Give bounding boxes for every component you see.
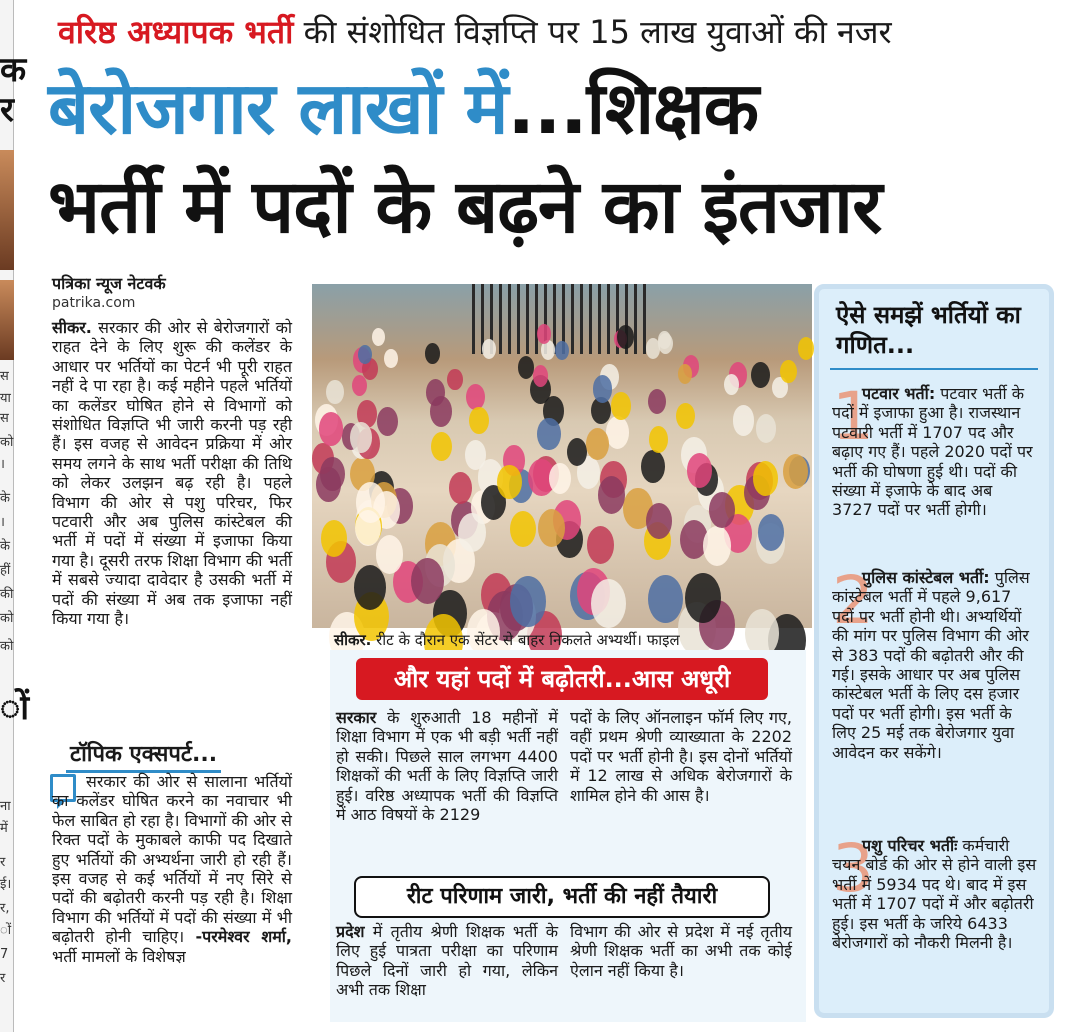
section1-lead: सरकार <box>336 708 377 727</box>
crowd-figure <box>703 526 731 566</box>
adjacent-column-glyph: ना <box>0 799 11 814</box>
section2-column-a <box>336 922 558 1000</box>
sidebar-item-1-lead: पटवार भर्ती: <box>862 384 936 403</box>
crowd-figure <box>447 369 462 391</box>
crowd-figure <box>678 364 692 384</box>
crowd-figure <box>350 422 372 452</box>
byline-site: patrika.com <box>52 295 136 311</box>
crowd-figure <box>510 511 536 547</box>
crowd-figure <box>425 343 440 364</box>
adjacent-column-glyph: की <box>0 587 14 602</box>
section1-banner: और यहां पदों में बढ़ोतरी...आस अधूरी <box>356 658 768 700</box>
sidebar-item-2-lead: पुलिस कांस्टेबल भर्ती: <box>862 568 990 587</box>
sidebar-number-2: 2 <box>832 562 874 639</box>
adjacent-column-glyph: में <box>0 821 8 836</box>
topic-expert-body <box>52 772 292 966</box>
crowd-figure <box>537 324 551 344</box>
crowd-figure <box>411 558 444 604</box>
adjacent-column-glyph: स <box>0 369 9 384</box>
crowd-figure <box>648 575 683 624</box>
crowd-figure <box>709 492 735 528</box>
sidebar-item-3-lead: पशु परिचर भर्तीः <box>862 836 958 855</box>
adjacent-column-glyph: र <box>0 971 6 986</box>
crowd-figure <box>649 426 668 453</box>
crowd-figure <box>320 457 345 491</box>
crowd-figure <box>724 374 739 395</box>
adjacent-column-glyph: के <box>0 539 10 554</box>
crowd-figure <box>482 339 496 359</box>
crowd-figure <box>376 535 403 573</box>
adjacent-column-glyph: र <box>0 90 14 130</box>
adjacent-photo-fragment <box>0 150 14 270</box>
crowd-figure <box>646 503 672 539</box>
crowd-figure <box>751 362 770 388</box>
adjacent-column-edge <box>0 0 30 1032</box>
crowd-figure <box>611 392 631 420</box>
adjacent-column-glyph: । <box>0 515 5 530</box>
dateline: सीकर. <box>52 318 92 337</box>
crowd-figure <box>430 396 452 427</box>
crowd-figure <box>377 407 398 436</box>
adjacent-column-glyph: हीं <box>0 563 11 578</box>
crowd-figure <box>372 328 385 346</box>
sidebar-item-1 <box>832 378 1038 520</box>
sidebar-number-1: 1 <box>832 378 874 455</box>
crowd-figure <box>798 337 815 360</box>
crowd-figure <box>326 380 343 404</box>
crowd-figure <box>469 407 489 434</box>
section1-text-a: के शुरुआती 18 महीनों में शिक्षा विभाग में एक भी बड़ी भर्ती नहीं हो सकी। पिछले साल लगभग 4400 शिक्षकों की भर्ती के लिए विज्ञप्ति जारी हुई। वरिष्ठ अध्यापक भर्ती की विज्ञप्ति में आठ विषयों के 2129 <box>336 708 558 825</box>
kicker-rest: की संशोधित विज्ञप्ति पर 15 लाख युवाओं की नजर <box>293 13 892 51</box>
article-column-1 <box>52 318 292 629</box>
sidebar-item-2-text: पुलिस कांस्टेबल भर्ती में पहले 9,617 पदों पर भर्ती होनी थी। अभ्यर्थियों की मांग पर पुलिस विभाग की ओर से 383 पदों की बढ़ोतरी और की गई। इसके आधार पर अब पुलिस कांस्टेबल भर्ती के लिए दस हजार पदों पर भर्ती होगी। इस भर्ती के लिए 25 मई तक बेरोजगार युवा आवेदन कर सकेंगे। <box>832 568 1030 762</box>
crowd-figure <box>354 565 386 610</box>
sidebar-item-2 <box>832 562 1038 762</box>
headline-line-2: भर्ती में पदों के बढ़ने का इंतजार <box>48 164 882 250</box>
section2-banner: रीट परिणाम जारी, भर्ती की नहीं तैयारी <box>354 876 770 918</box>
adjacent-column-glyph: र <box>0 855 6 870</box>
crowd-figure <box>593 375 613 403</box>
crowd-figure <box>586 428 609 460</box>
crowd-photo <box>312 284 812 628</box>
adjacent-column-glyph: ों <box>0 923 12 938</box>
article-body: सरकार की ओर से बेरोजगारों को राहत देने के लिए शुरू की कलेंडर के आधार पर भर्तियों का पेटर्न भी पूरी राहत नहीं दे पा रहा है। कई महीने पहले भर्तियों का कलेंडर घोषित होने से विभागों को संशोधित विज्ञप्ति भी जारी करनी पड़ रही हैं। इस वजह से आवेदन प्रक्रिया में ओर समय लगने के साथ भर्ती परीक्षा की तिथि को लेकर उलझन बढ़ रही है। पहले विभाग की ओर से पशु परिचर, फिर पटवारी और अब पुलिस कांस्टेबल की भर्ती में पदों में संख्या में इजाफा किया गया है। दूसरी तरफ शिक्षा विभाग की भर्ती में सबसे ज्यादा दावेदार है उसकी भर्ती में पदों की संख्या में अब तक इजाफा नहीं किया गया है। <box>52 318 292 629</box>
sidebar-divider <box>830 368 1038 370</box>
crowd-figure <box>676 403 695 429</box>
kicker-line <box>58 12 892 52</box>
crowd-figure <box>648 389 666 415</box>
headline-part1-tail: ...शिक्षक <box>507 66 759 150</box>
crowd-figure <box>685 573 721 623</box>
sidebar-title: ऐसे समझें भर्तियों का गणित... <box>836 301 1021 359</box>
adjacent-column-glyph: को <box>0 435 14 450</box>
caption-place: सीकर. <box>334 631 372 649</box>
section2-lead: प्रदेश <box>336 922 365 941</box>
section1-column-b: पदों के लिए ऑनलाइन फॉर्म लिए गए, वहीं प्रथम श्रेणी व्याख्याता के 2202 पदों पर भर्ती होनी है। इस दोनों भर्तियों में 12 लाख से अधिक बेरोजगारों के शामिल होने की आस है। <box>570 708 792 805</box>
crowd-figure <box>518 356 534 379</box>
sidebar-item-3-text: कर्मचारी चयन बोर्ड की ओर से होने वाली इस भर्ती में 5934 पद थे। बाद में इस भर्ती में 1707 पदों में और बढ़ोतरी हुई। इस भर्ती के जरिये 6433 बेरोजगारों को नौकरी मिलनी है। <box>832 836 1037 953</box>
kicker-highlight: वरिष्ठ अध्यापक भर्ती <box>58 13 294 51</box>
crowd-figure <box>658 333 673 354</box>
crowd-figure <box>537 418 560 450</box>
crowd-figure <box>617 325 634 349</box>
crowd-figure <box>591 579 626 628</box>
section1-column-a <box>336 708 558 824</box>
topic-text: सरकार की ओर से सालाना भर्तियों का कलेंडर घोषित करने का नवाचार भी फेल साबित हो रहा है। विभागों की ओर से रिक्त पदों के मुकाबले काफी पद दिखाते हुए भर्तियों की अभ्यर्थना जारी हो रही हैं। इस वजह से कई भर्तियों में नए सिरे से पदों की बढ़ोतरी करनी पड़ रही है। शिक्षा विभाग की भर्तियों में पदों की संख्या में भी बढ़ोतरी होनी चाहिए। <box>52 772 292 947</box>
crowd-figure <box>449 472 472 504</box>
crowd-figure <box>497 465 521 499</box>
crowd-figure <box>641 450 665 484</box>
crowd-figure <box>598 476 625 514</box>
crowd-figure <box>321 520 347 557</box>
adjacent-column-glyph: के <box>0 491 10 506</box>
section2-text-a: में तृतीय श्रेणी शिक्षक भर्ती के लिए हुई पात्रता परीक्षा का परिणाम पिछले दिनों जारी हो गया, लेकिन अभी तक शिक्षा <box>336 922 558 1000</box>
crowd-figure <box>587 526 614 564</box>
crowd-figure <box>384 349 398 368</box>
headline-line-1 <box>48 64 758 152</box>
crowd-figure <box>758 514 784 551</box>
crowd-figure <box>753 461 778 496</box>
photo-caption <box>334 630 680 650</box>
crowd-figure <box>356 482 385 522</box>
adjacent-column-glyph: को <box>0 611 14 626</box>
adjacent-column-glyph: ों <box>0 688 30 728</box>
crowd-figure <box>458 513 486 552</box>
sidebar-item-1-text: पटवार भर्ती के पदों में इजाफा हुआ है। राजस्थान पटवारी भर्ती में 1707 पद और बढ़ाए गए हैं। पहले 2020 पदों पर भर्ती की घोषणा हुई थी। पदों की संख्या में इजाफे के बाद अब 3727 पदों पर भर्ती होगी। <box>832 384 1033 520</box>
caption-text: रीट के दौरान एक सेंटर से बाहर निकलते अभ्यर्थी। फाइल <box>371 631 680 649</box>
adjacent-column-glyph: या <box>0 391 11 406</box>
topic-author-role: भर्ती मामलों के विशेषज्ञ <box>52 946 186 966</box>
section2-column-b: विभाग की ओर से प्रदेश में नई तृतीय श्रेणी शिक्षक भर्ती का अभी तक कोई ऐलान नहीं किया है। <box>570 922 792 980</box>
crowd-figure <box>783 454 808 489</box>
sidebar-item-3 <box>832 830 1038 953</box>
adjacent-photo-fragment <box>0 280 14 360</box>
crowd-figure <box>431 432 452 461</box>
adjacent-column-glyph: ई। <box>0 877 12 892</box>
crowd-figure <box>606 416 630 449</box>
adjacent-column-glyph: र, <box>0 901 10 916</box>
adjacent-column-glyph: स <box>0 411 9 426</box>
crowd-figure <box>687 453 712 488</box>
adjacent-column-glyph: 7 <box>0 947 9 962</box>
crowd-figure <box>533 365 549 387</box>
adjacent-column-glyph: क <box>0 50 27 90</box>
topic-expert-heading: टॉपिक एक्सपर्ट... <box>66 738 221 773</box>
topic-author: -परमेश्वर शर्मा, <box>195 927 293 947</box>
crowd-figure <box>549 463 572 495</box>
sidebar-number-3: 3 <box>832 830 874 907</box>
adjacent-column-glyph: को <box>0 639 14 654</box>
headline-part1: बेरोजगार लाखों में <box>48 66 508 150</box>
crowd-figure <box>510 576 546 626</box>
crowd-figure <box>319 412 343 445</box>
byline-name: पत्रिका न्यूज नेटवर्क <box>52 274 166 293</box>
crowd-figure <box>555 341 569 360</box>
crowd-figure <box>733 405 755 436</box>
crowd-figure <box>780 360 796 383</box>
crowd-figure <box>756 414 776 442</box>
adjacent-column-glyph: । <box>0 457 5 472</box>
